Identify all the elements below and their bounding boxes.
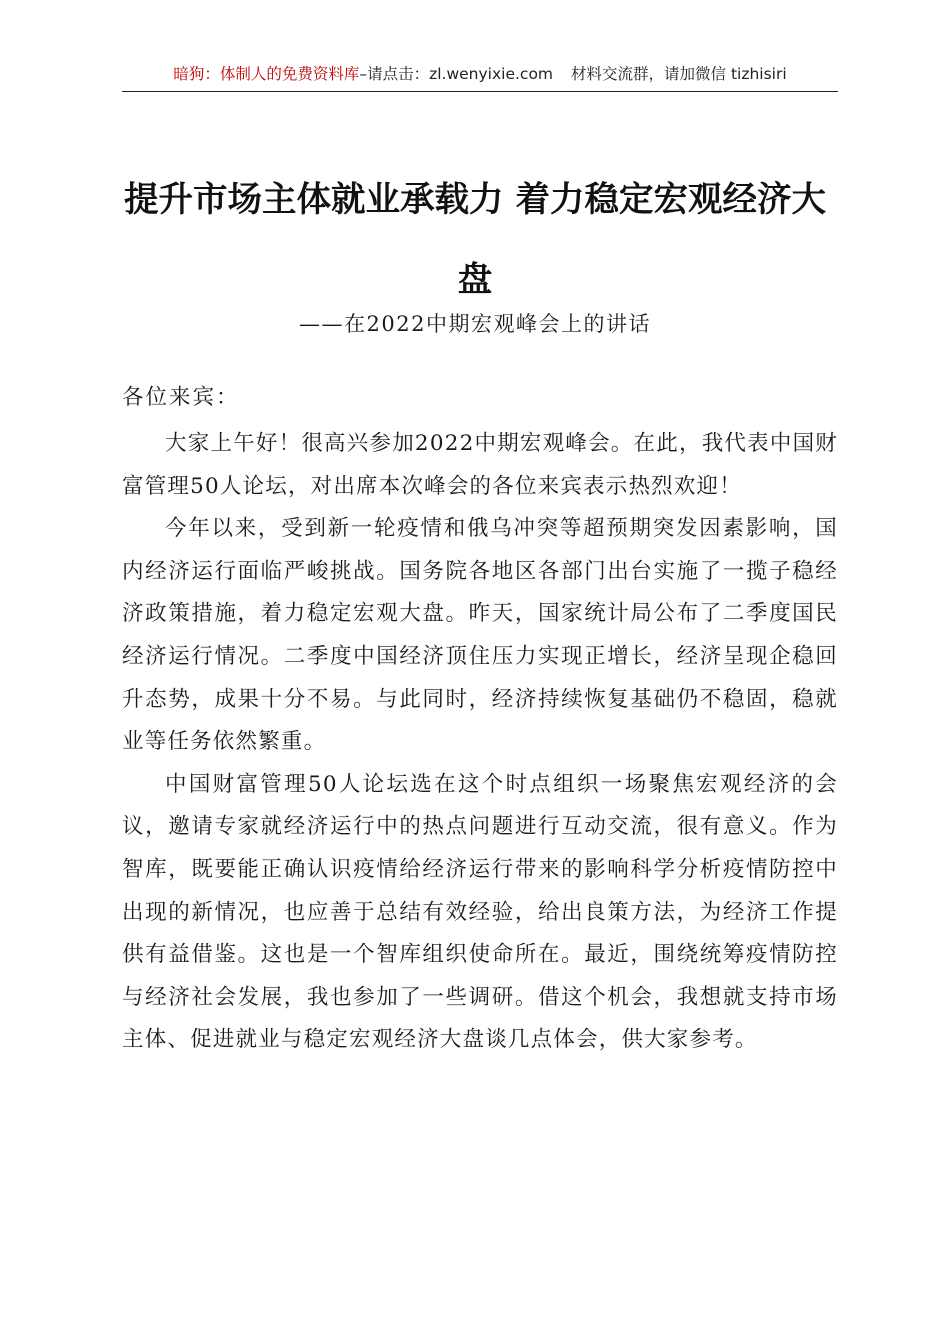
header-site-name: 暗狗：体制人的免费资料库 (173, 65, 360, 83)
body-paragraph: 今年以来，受到新一轮疫情和俄乌冲突等超预期突发因素影响，国内经济运行面临严峻挑战。国务院各地区各部门出台实施了一揽子稳经济政策措施，着力稳定宏观大盘。昨天，国家统计局公布了二季度国民经济运行情况。二季度中国经济顶住压力实现正增长，经济呈现企稳回升态势，成果十分不易。与此同时，经济持续恢复基础仍不稳固，稳就业等任务依然繁重。 (122, 516, 838, 755)
header-link-prompt: –请点击： (359, 65, 430, 83)
document-body (122, 423, 838, 1062)
body-paragraph: 大家上午好！很高兴参加2022中期宏观峰会。在此，我代表中国财富管理50人论坛，对出席本次峰会的各位来宾表示热烈欢迎！ (122, 431, 838, 499)
page-header (122, 62, 838, 92)
document-title: 提升市场主体就业承载力 着力稳定宏观经济大盘 (123, 180, 826, 300)
body-paragraph: 中国财富管理50人论坛选在这个时点组织一场聚焦宏观经济的会议，邀请专家就经济运行中的热点问题进行互动交流，很有意义。作为智库，既要能正确认识疫情给经济运行带来的影响科学分析疫情防控中出现的新情况，也应善于总结有效经验，给出良策方法，为经济工作提供有益借鉴。这也是一个智库组织使命所在。最近，围绕统筹疫情防控与经济社会发展，我也参加了一些调研。借这个机会，我想就支持市场主体、促进就业与稳定宏观经济大盘谈几点体会，供大家参考。 (122, 771, 838, 1053)
header-url-link[interactable]: zl.wenyixie.com (429, 65, 554, 83)
salutation: 各位来宾： (122, 385, 240, 410)
header-group-text: 材料交流群，请加微信 tizhisiri (571, 65, 787, 83)
document-subtitle: ——在2022中期宏观峰会上的讲话 (299, 312, 651, 336)
